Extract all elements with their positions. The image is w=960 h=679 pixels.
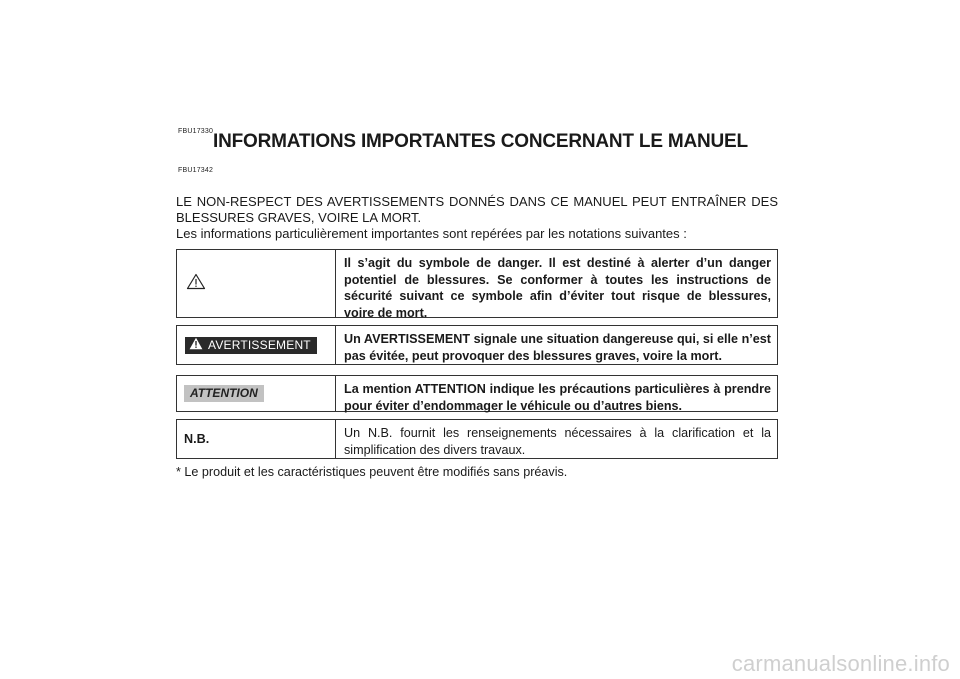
notation-description-attention: La mention ATTENTION indique les précautions particulières à prendre pour éviter d’endommager le véhicule ou d’autres biens.: [335, 376, 777, 411]
avertissement-badge: [185, 337, 317, 354]
notation-box-danger-symbol: [176, 249, 778, 318]
notation-description-avertissement: Un AVERTISSEMENT signale une situation dangereuse qui, si elle n’est pas évitée, peut provoquer des blessures graves, voire la mort.: [335, 326, 777, 364]
footnote: * Le produit et les caractéristiques peuvent être modifiés sans préavis.: [176, 465, 568, 479]
intro-warning-line: LE NON-RESPECT DES AVERTISSEMENTS DONNÉS DANS CE MANUEL PEUT ENTRAÎNER DES BLESSURES GRAVES, VOIRE LA MORT.: [176, 194, 778, 225]
warning-triangle-outline-icon: [186, 273, 206, 295]
nb-label: N.B.: [184, 432, 210, 446]
avertissement-label: AVERTISSEMENT: [208, 338, 311, 352]
notation-description-danger-symbol: Il s’agit du symbole de danger. Il est destiné à alerter d’un danger potentiel de blessures. Se conformer à toutes les instructions de sécurité suivant ce symbole afin d’éviter tout risque de blessures, voire de mort.: [335, 250, 777, 317]
notation-label-cell: [177, 376, 335, 411]
notation-label-cell: [177, 420, 335, 458]
notation-box-attention: [176, 375, 778, 412]
intro-notations-line: Les informations particulièrement importantes sont repérées par les notations suivantes :: [176, 226, 687, 241]
notation-box-avertissement: [176, 325, 778, 365]
notation-label-cell: [177, 326, 335, 364]
warning-triangle-icon: [189, 337, 208, 353]
section-reference-code: FBU17342: [178, 167, 214, 174]
page-title: INFORMATIONS IMPORTANTES CONCERNANT LE MANUEL: [213, 131, 748, 152]
title-reference-code: FBU17330: [178, 128, 214, 135]
notation-description-nb: Un N.B. fournit les renseignements nécessaires à la clarification et la simplification des divers travaux.: [335, 420, 777, 458]
watermark: carmanualsonline.info: [731, 651, 950, 676]
intro-text: [176, 194, 778, 242]
notation-label-cell: [177, 250, 335, 317]
notation-box-nb: [176, 419, 778, 459]
attention-badge: ATTENTION: [184, 385, 264, 402]
